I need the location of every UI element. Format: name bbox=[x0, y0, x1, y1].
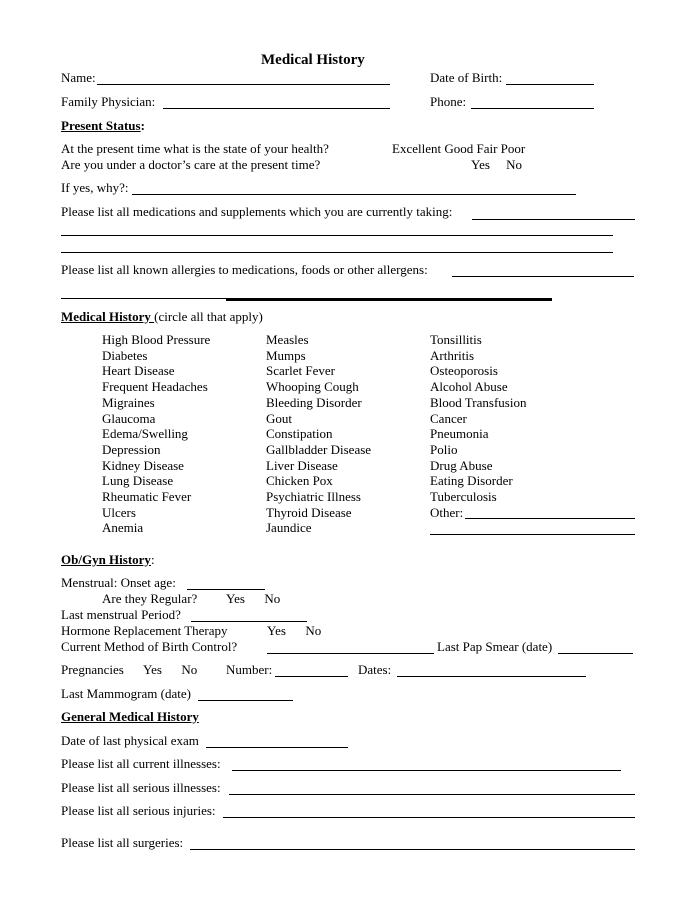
regular-options[interactable]: Yes No bbox=[226, 591, 281, 606]
condition-item[interactable]: Whooping Cough bbox=[266, 379, 359, 395]
general-title: General Medical History bbox=[61, 709, 199, 724]
onset-label: Menstrual: Onset age: bbox=[61, 575, 176, 590]
medications-field-3[interactable] bbox=[61, 252, 613, 253]
serious-illnesses-field[interactable] bbox=[229, 794, 635, 795]
health-question: At the present time what is the state of your health? bbox=[61, 141, 329, 156]
physician-label: Family Physician: bbox=[61, 94, 156, 109]
obgyn-title: Ob/Gyn History bbox=[61, 552, 151, 567]
other-field-2[interactable] bbox=[430, 534, 635, 535]
number-label: Number: bbox=[226, 662, 273, 677]
present-status-colon: : bbox=[140, 118, 145, 133]
current-illnesses-label: Please list all current illnesses: bbox=[61, 756, 221, 771]
dob-field[interactable] bbox=[506, 84, 594, 85]
birth-control-field[interactable] bbox=[267, 653, 434, 654]
condition-item[interactable]: Osteoporosis bbox=[430, 363, 498, 379]
onset-field[interactable] bbox=[187, 589, 265, 590]
pregnancies-options[interactable]: Yes No bbox=[143, 662, 198, 677]
condition-item[interactable]: Liver Disease bbox=[266, 457, 338, 473]
condition-item[interactable]: Polio bbox=[430, 441, 458, 457]
condition-item[interactable]: Cancer bbox=[430, 410, 467, 426]
condition-item[interactable]: Diabetes bbox=[102, 347, 148, 363]
condition-item[interactable]: Drug Abuse bbox=[430, 457, 493, 473]
condition-item[interactable]: Rheumatic Fever bbox=[102, 489, 192, 505]
condition-item[interactable]: Ulcers bbox=[102, 504, 136, 520]
medical-history-instruction: (circle all that apply) bbox=[154, 309, 263, 324]
obgyn-colon: : bbox=[150, 552, 155, 567]
pregnancies-label: Pregnancies bbox=[61, 662, 124, 677]
condition-item[interactable]: Scarlet Fever bbox=[266, 363, 335, 379]
physical-field[interactable] bbox=[206, 747, 348, 748]
condition-item[interactable]: Constipation bbox=[266, 426, 333, 442]
general-heading bbox=[61, 709, 199, 724]
current-illnesses-field[interactable] bbox=[232, 770, 621, 771]
conditions-column-1 bbox=[102, 332, 210, 536]
dates-label: Dates: bbox=[358, 662, 392, 677]
condition-item[interactable]: Anemia bbox=[102, 520, 144, 536]
dates-field[interactable] bbox=[397, 676, 586, 677]
allergies-label: Please list all known allergies to medications, foods or other allergens: bbox=[61, 262, 428, 277]
allergies-field-2-bold bbox=[226, 299, 552, 301]
condition-item[interactable]: Depression bbox=[102, 441, 161, 457]
condition-item[interactable]: Lung Disease bbox=[102, 473, 174, 489]
condition-item[interactable]: Pneumonia bbox=[430, 426, 489, 442]
number-field[interactable] bbox=[275, 676, 348, 677]
serious-injuries-label: Please list all serious injuries: bbox=[61, 803, 216, 818]
regular-label: Are they Regular? bbox=[102, 591, 198, 606]
name-label: Name: bbox=[61, 70, 96, 85]
phone-label: Phone: bbox=[430, 94, 467, 109]
medical-history-heading bbox=[61, 309, 263, 324]
condition-item[interactable]: High Blood Pressure bbox=[102, 332, 211, 347]
condition-item[interactable]: Frequent Headaches bbox=[102, 379, 208, 395]
condition-item[interactable]: Glaucoma bbox=[102, 410, 156, 426]
physician-field[interactable] bbox=[163, 108, 390, 109]
condition-item[interactable]: Heart Disease bbox=[102, 363, 175, 379]
serious-injuries-field[interactable] bbox=[223, 817, 635, 818]
page-title: Medical History bbox=[261, 52, 365, 68]
condition-item[interactable]: Gallbladder Disease bbox=[266, 441, 372, 457]
health-options[interactable]: Excellent Good Fair Poor bbox=[392, 141, 526, 156]
why-label: If yes, why?: bbox=[61, 180, 129, 195]
allergies-field-1[interactable] bbox=[452, 276, 634, 277]
dob-label: Date of Birth: bbox=[430, 70, 503, 85]
condition-item[interactable]: Alcohol Abuse bbox=[430, 379, 508, 395]
medications-label: Please list all medications and supplements which you are currently taking: bbox=[61, 204, 453, 219]
name-field[interactable] bbox=[97, 84, 390, 85]
last-period-field[interactable] bbox=[191, 621, 307, 622]
surgeries-field[interactable] bbox=[190, 849, 635, 850]
pap-field[interactable] bbox=[558, 653, 633, 654]
care-question: Are you under a doctor’s care at the present time? bbox=[61, 157, 321, 172]
mammogram-label: Last Mammogram (date) bbox=[61, 686, 191, 701]
medications-field-2[interactable] bbox=[61, 235, 613, 236]
condition-item[interactable]: Tuberculosis bbox=[430, 489, 497, 505]
condition-item[interactable]: Eating Disorder bbox=[430, 473, 513, 489]
condition-item[interactable]: Arthritis bbox=[430, 347, 475, 363]
care-options[interactable]: Yes No bbox=[471, 157, 523, 172]
condition-item[interactable]: Thyroid Disease bbox=[266, 504, 352, 520]
condition-item[interactable]: Other: bbox=[430, 504, 464, 520]
hrt-options[interactable]: Yes No bbox=[267, 623, 322, 638]
condition-item[interactable]: Blood Transfusion bbox=[430, 394, 527, 410]
obgyn-heading bbox=[61, 552, 155, 567]
condition-item[interactable]: Gout bbox=[266, 410, 292, 426]
last-period-label: Last menstrual Period? bbox=[61, 607, 181, 622]
condition-item[interactable]: Edema/Swelling bbox=[102, 426, 188, 442]
condition-item[interactable]: Measles bbox=[266, 332, 309, 347]
medications-field-1[interactable] bbox=[472, 219, 635, 220]
condition-item[interactable]: Jaundice bbox=[266, 520, 312, 536]
pap-label: Last Pap Smear (date) bbox=[437, 639, 553, 654]
condition-item[interactable]: Tonsillitis bbox=[430, 332, 482, 347]
physical-label: Date of last physical exam bbox=[61, 733, 199, 748]
mammogram-field[interactable] bbox=[198, 700, 293, 701]
why-field[interactable] bbox=[132, 194, 576, 195]
present-status-heading bbox=[61, 118, 145, 133]
surgeries-label: Please list all surgeries: bbox=[61, 835, 184, 850]
birth-control-label: Current Method of Birth Control? bbox=[61, 639, 238, 654]
serious-illnesses-label: Please list all serious illnesses: bbox=[61, 780, 221, 795]
condition-item[interactable]: Bleeding Disorder bbox=[266, 394, 362, 410]
condition-item[interactable]: Psychiatric Illness bbox=[266, 489, 361, 505]
condition-item[interactable]: Mumps bbox=[266, 347, 306, 363]
condition-item[interactable]: Migraines bbox=[102, 394, 155, 410]
condition-item[interactable]: Kidney Disease bbox=[102, 457, 184, 473]
conditions-column-3 bbox=[430, 332, 526, 520]
present-status-title: Present Status bbox=[61, 118, 141, 133]
medical-history-title: Medical History bbox=[61, 309, 155, 324]
phone-field[interactable] bbox=[471, 108, 594, 109]
hrt-label: Hormone Replacement Therapy bbox=[61, 623, 228, 638]
condition-item[interactable]: Chicken Pox bbox=[266, 473, 333, 489]
conditions-column-2 bbox=[266, 332, 371, 536]
other-field-1[interactable] bbox=[465, 518, 635, 519]
